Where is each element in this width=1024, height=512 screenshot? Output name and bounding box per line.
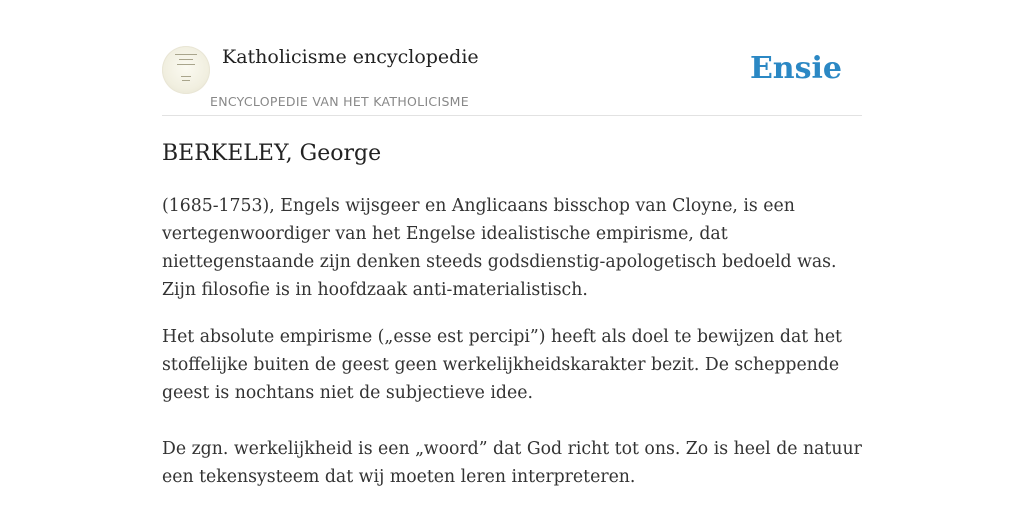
encyclopedia-subtitle: ENCYCLOPEDIE VAN HET KATHOLICISME xyxy=(210,94,469,109)
article-title: BERKELEY, George xyxy=(162,141,382,166)
article-paragraph: Het absolute empirisme („esse est percipi”) heeft als doel te bewijzen dat het stoffelijke buiten de geest geen werkelijkheidskarakter bezit. De scheppende geest is nochtans niet de subjectieve idee. xyxy=(162,327,843,403)
ensie-logo-link[interactable]: Ensie xyxy=(749,51,842,86)
article-paragraph: (1685-1753), Engels wijsgeer en Anglicaans bisschop van Cloyne, is een vertegenwoordiger van het Engelse idealistische empirisme, dat niettegenstaande zijn denken steeds godsdienstig-apologetisch bedoeld was. Zijn filosofie is in hoofdzaak anti-materialistisch. xyxy=(162,196,837,300)
encyclopedia-cover-thumbnail[interactable] xyxy=(162,46,210,94)
site-header xyxy=(162,0,862,116)
encyclopedia-title[interactable]: Katholicisme encyclopedie xyxy=(222,46,479,68)
article-paragraph: De zgn. werkelijkheid is een „woord” dat God richt tot ons. Zo is heel de natuur een tekensysteem dat wij moeten leren interpreteren. xyxy=(162,439,862,487)
